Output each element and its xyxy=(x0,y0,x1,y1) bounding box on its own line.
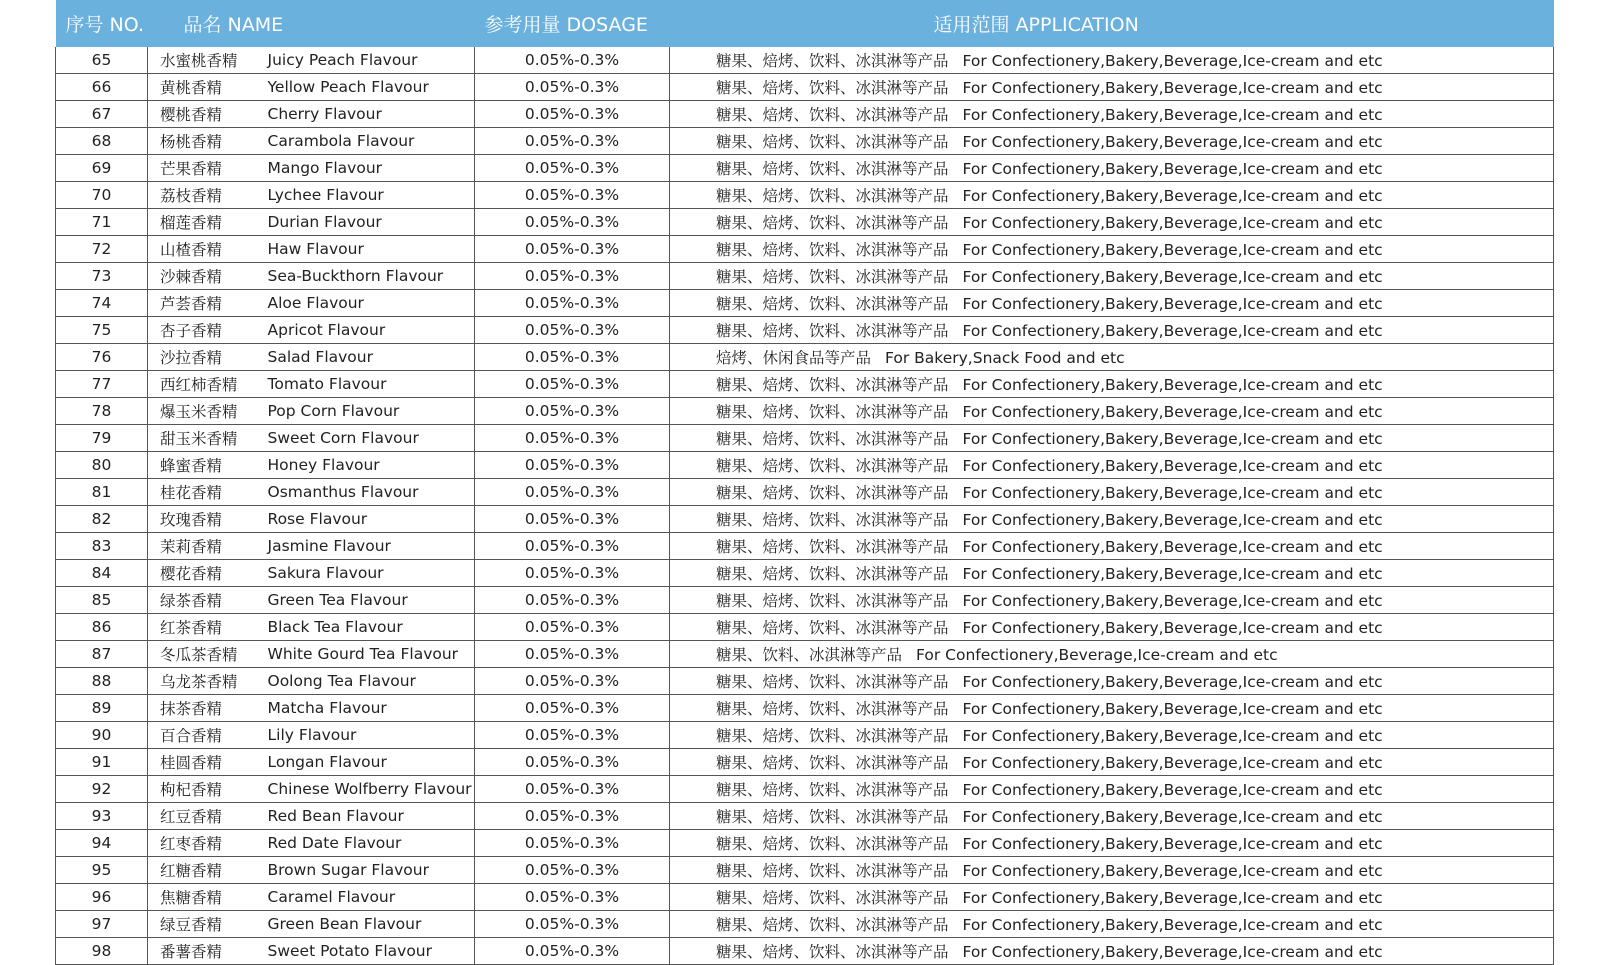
row-application xyxy=(670,722,1554,749)
row-name-cn: 水蜜桃香精 xyxy=(148,47,264,74)
row-application xyxy=(670,209,1554,236)
table-row xyxy=(56,47,1554,74)
row-application-cn: 糖果、焙烤、饮料、冰淇淋等产品 xyxy=(716,862,949,880)
row-application-en: For Confectionery,Bakery,Beverage,Ice-cream and etc xyxy=(962,619,1383,637)
row-name-cn: 红枣香精 xyxy=(148,830,264,857)
table-row xyxy=(56,560,1554,587)
row-application xyxy=(670,317,1554,344)
row-name-cn: 红豆香精 xyxy=(148,803,264,830)
row-name-en: Oolong Tea Flavour xyxy=(264,668,475,695)
row-name-en: Rose Flavour xyxy=(264,506,475,533)
row-name-cn: 百合香精 xyxy=(148,722,264,749)
row-application-en: For Confectionery,Bakery,Beverage,Ice-cream and etc xyxy=(962,943,1383,961)
row-application xyxy=(670,857,1554,884)
row-name-cn: 枸杞香精 xyxy=(148,776,264,803)
row-name-cn: 荔枝香精 xyxy=(148,182,264,209)
row-application xyxy=(670,911,1554,938)
table-row xyxy=(56,452,1554,479)
row-application-cn: 糖果、焙烤、饮料、冰淇淋等产品 xyxy=(716,457,949,475)
row-no: 90 xyxy=(56,722,148,749)
row-name-en: Chinese Wolfberry Flavour xyxy=(264,776,475,803)
flavour-table xyxy=(55,0,1554,965)
row-application-cn: 糖果、焙烤、饮料、冰淇淋等产品 xyxy=(716,106,949,124)
row-dosage: 0.05%-0.3% xyxy=(475,263,670,290)
row-no: 83 xyxy=(56,533,148,560)
row-application xyxy=(670,938,1554,965)
row-application xyxy=(670,560,1554,587)
row-application-cn: 糖果、焙烤、饮料、冰淇淋等产品 xyxy=(716,727,949,745)
row-application xyxy=(670,371,1554,398)
row-application-en: For Confectionery,Bakery,Beverage,Ice-cream and etc xyxy=(962,376,1383,394)
row-name-en: Sea-Buckthorn Flavour xyxy=(264,263,475,290)
row-name-en: Salad Flavour xyxy=(264,344,475,371)
row-dosage: 0.05%-0.3% xyxy=(475,209,670,236)
row-dosage: 0.05%-0.3% xyxy=(475,182,670,209)
row-name-cn: 杏子香精 xyxy=(148,317,264,344)
row-name-en: Red Bean Flavour xyxy=(264,803,475,830)
row-dosage: 0.05%-0.3% xyxy=(475,371,670,398)
row-name-en: Jasmine Flavour xyxy=(264,533,475,560)
row-dosage: 0.05%-0.3% xyxy=(475,317,670,344)
row-dosage: 0.05%-0.3% xyxy=(475,290,670,317)
row-application-cn: 糖果、焙烤、饮料、冰淇淋等产品 xyxy=(716,592,949,610)
row-application-cn: 糖果、焙烤、饮料、冰淇淋等产品 xyxy=(716,781,949,799)
row-name-en: Caramel Flavour xyxy=(264,884,475,911)
row-application-cn: 糖果、焙烤、饮料、冰淇淋等产品 xyxy=(716,376,949,394)
row-no: 89 xyxy=(56,695,148,722)
row-application-cn: 糖果、焙烤、饮料、冰淇淋等产品 xyxy=(716,889,949,907)
row-dosage: 0.05%-0.3% xyxy=(475,911,670,938)
table-row xyxy=(56,614,1554,641)
row-name-cn: 黄桃香精 xyxy=(148,74,264,101)
row-application-en: For Confectionery,Bakery,Beverage,Ice-cream and etc xyxy=(962,160,1383,178)
row-name-en: Yellow Peach Flavour xyxy=(264,74,475,101)
header-application: 适用范围 APPLICATION xyxy=(933,14,1139,36)
row-dosage: 0.05%-0.3% xyxy=(475,47,670,74)
row-application-cn: 糖果、焙烤、饮料、冰淇淋等产品 xyxy=(716,484,949,502)
row-application xyxy=(670,506,1554,533)
row-name-cn: 榴莲香精 xyxy=(148,209,264,236)
row-no: 73 xyxy=(56,263,148,290)
row-application-en: For Confectionery,Bakery,Beverage,Ice-cream and etc xyxy=(962,754,1383,772)
row-name-cn: 杨桃香精 xyxy=(148,128,264,155)
row-no: 86 xyxy=(56,614,148,641)
row-name-cn: 沙棘香精 xyxy=(148,263,264,290)
row-application-cn: 糖果、焙烤、饮料、冰淇淋等产品 xyxy=(716,916,949,934)
row-no: 77 xyxy=(56,371,148,398)
row-application xyxy=(670,803,1554,830)
table-row xyxy=(56,911,1554,938)
row-no: 71 xyxy=(56,209,148,236)
table-row xyxy=(56,263,1554,290)
table-row xyxy=(56,371,1554,398)
row-application-en: For Confectionery,Bakery,Beverage,Ice-cream and etc xyxy=(962,322,1383,340)
row-application xyxy=(670,533,1554,560)
table-row xyxy=(56,938,1554,965)
row-application-en: For Confectionery,Beverage,Ice-cream and etc xyxy=(916,646,1278,664)
row-application-cn: 糖果、焙烤、饮料、冰淇淋等产品 xyxy=(716,403,949,421)
table-row xyxy=(56,776,1554,803)
row-dosage: 0.05%-0.3% xyxy=(475,344,670,371)
row-application-cn: 糖果、焙烤、饮料、冰淇淋等产品 xyxy=(716,619,949,637)
row-no: 75 xyxy=(56,317,148,344)
row-name-en: Juicy Peach Flavour xyxy=(264,47,475,74)
table-row xyxy=(56,398,1554,425)
row-name-en: Brown Sugar Flavour xyxy=(264,857,475,884)
row-name-cn: 山楂香精 xyxy=(148,236,264,263)
row-dosage: 0.05%-0.3% xyxy=(475,452,670,479)
row-no: 95 xyxy=(56,857,148,884)
row-no: 97 xyxy=(56,911,148,938)
row-application xyxy=(670,587,1554,614)
table-row xyxy=(56,587,1554,614)
row-application-en: For Confectionery,Bakery,Beverage,Ice-cream and etc xyxy=(962,511,1383,529)
row-name-en: Mango Flavour xyxy=(264,155,475,182)
table-row xyxy=(56,830,1554,857)
row-name-en: Honey Flavour xyxy=(264,452,475,479)
row-name-cn: 乌龙茶香精 xyxy=(148,668,264,695)
row-name-cn: 红茶香精 xyxy=(148,614,264,641)
row-application-cn: 糖果、焙烤、饮料、冰淇淋等产品 xyxy=(716,322,949,340)
row-dosage: 0.05%-0.3% xyxy=(475,425,670,452)
row-name-en: Aloe Flavour xyxy=(264,290,475,317)
row-application-en: For Bakery,Snack Food and etc xyxy=(885,349,1125,367)
row-dosage: 0.05%-0.3% xyxy=(475,236,670,263)
row-application xyxy=(670,695,1554,722)
table-row xyxy=(56,479,1554,506)
row-application-cn: 糖果、焙烤、饮料、冰淇淋等产品 xyxy=(716,241,949,259)
row-no: 74 xyxy=(56,290,148,317)
row-dosage: 0.05%-0.3% xyxy=(475,803,670,830)
table-row xyxy=(56,803,1554,830)
row-no: 98 xyxy=(56,938,148,965)
row-name-cn: 芒果香精 xyxy=(148,155,264,182)
table-row xyxy=(56,101,1554,128)
row-application-en: For Confectionery,Bakery,Beverage,Ice-cream and etc xyxy=(962,79,1383,97)
row-name-en: Pop Corn Flavour xyxy=(264,398,475,425)
row-name-cn: 冬瓜茶香精 xyxy=(148,641,264,668)
row-dosage: 0.05%-0.3% xyxy=(475,533,670,560)
row-name-en: Longan Flavour xyxy=(264,749,475,776)
row-application-en: For Confectionery,Bakery,Beverage,Ice-cream and etc xyxy=(962,430,1383,448)
row-name-en: Sakura Flavour xyxy=(264,560,475,587)
table-row xyxy=(56,317,1554,344)
row-application-cn: 糖果、焙烤、饮料、冰淇淋等产品 xyxy=(716,943,949,961)
row-no: 76 xyxy=(56,344,148,371)
row-name-en: Black Tea Flavour xyxy=(264,614,475,641)
row-name-en: Green Tea Flavour xyxy=(264,587,475,614)
table-row xyxy=(56,884,1554,911)
row-application xyxy=(670,479,1554,506)
row-application xyxy=(670,263,1554,290)
row-name-cn: 茉莉香精 xyxy=(148,533,264,560)
row-dosage: 0.05%-0.3% xyxy=(475,128,670,155)
table-row xyxy=(56,533,1554,560)
table-row xyxy=(56,749,1554,776)
row-application-cn: 糖果、焙烤、饮料、冰淇淋等产品 xyxy=(716,187,949,205)
row-application-cn: 糖果、焙烤、饮料、冰淇淋等产品 xyxy=(716,160,949,178)
row-application xyxy=(670,425,1554,452)
row-application xyxy=(670,398,1554,425)
table-row xyxy=(56,722,1554,749)
row-application-cn: 糖果、焙烤、饮料、冰淇淋等产品 xyxy=(716,673,949,691)
table-row xyxy=(56,695,1554,722)
row-application-en: For Confectionery,Bakery,Beverage,Ice-cream and etc xyxy=(962,565,1383,583)
row-application-en: For Confectionery,Bakery,Beverage,Ice-cream and etc xyxy=(962,214,1383,232)
row-no: 92 xyxy=(56,776,148,803)
row-name-en: White Gourd Tea Flavour xyxy=(264,641,475,668)
row-name-en: Cherry Flavour xyxy=(264,101,475,128)
row-application-en: For Confectionery,Bakery,Beverage,Ice-cream and etc xyxy=(962,862,1383,880)
row-no: 93 xyxy=(56,803,148,830)
row-application-en: For Confectionery,Bakery,Beverage,Ice-cream and etc xyxy=(962,484,1383,502)
row-application xyxy=(670,128,1554,155)
row-no: 68 xyxy=(56,128,148,155)
table-row xyxy=(56,857,1554,884)
row-name-en: Apricot Flavour xyxy=(264,317,475,344)
row-application xyxy=(670,776,1554,803)
row-dosage: 0.05%-0.3% xyxy=(475,884,670,911)
row-name-cn: 抹茶香精 xyxy=(148,695,264,722)
header-dosage: 参考用量 DOSAGE xyxy=(484,14,648,36)
row-no: 67 xyxy=(56,101,148,128)
table-row xyxy=(56,128,1554,155)
row-name-en: Tomato Flavour xyxy=(264,371,475,398)
row-dosage: 0.05%-0.3% xyxy=(475,614,670,641)
row-application-en: For Confectionery,Bakery,Beverage,Ice-cream and etc xyxy=(962,538,1383,556)
row-name-en: Sweet Corn Flavour xyxy=(264,425,475,452)
row-application xyxy=(670,884,1554,911)
row-application-cn: 糖果、焙烤、饮料、冰淇淋等产品 xyxy=(716,295,949,313)
row-dosage: 0.05%-0.3% xyxy=(475,776,670,803)
table-row xyxy=(56,182,1554,209)
row-application-cn: 糖果、焙烤、饮料、冰淇淋等产品 xyxy=(716,700,949,718)
row-name-en: Red Date Flavour xyxy=(264,830,475,857)
row-name-cn: 红糖香精 xyxy=(148,857,264,884)
row-application-en: For Confectionery,Bakery,Beverage,Ice-cream and etc xyxy=(962,889,1383,907)
header-no: 序号 NO. xyxy=(65,14,144,36)
row-no: 81 xyxy=(56,479,148,506)
row-name-cn: 玫瑰香精 xyxy=(148,506,264,533)
row-dosage: 0.05%-0.3% xyxy=(475,560,670,587)
row-application-en: For Confectionery,Bakery,Beverage,Ice-cream and etc xyxy=(962,295,1383,313)
row-dosage: 0.05%-0.3% xyxy=(475,479,670,506)
table-row xyxy=(56,506,1554,533)
row-dosage: 0.05%-0.3% xyxy=(475,506,670,533)
row-name-cn: 绿豆香精 xyxy=(148,911,264,938)
row-application xyxy=(670,614,1554,641)
table-row xyxy=(56,641,1554,668)
table-row xyxy=(56,668,1554,695)
row-dosage: 0.05%-0.3% xyxy=(475,398,670,425)
row-no: 79 xyxy=(56,425,148,452)
row-application-en: For Confectionery,Bakery,Beverage,Ice-cream and etc xyxy=(962,457,1383,475)
row-dosage: 0.05%-0.3% xyxy=(475,749,670,776)
row-dosage: 0.05%-0.3% xyxy=(475,155,670,182)
row-dosage: 0.05%-0.3% xyxy=(475,857,670,884)
row-application-cn: 糖果、焙烤、饮料、冰淇淋等产品 xyxy=(716,754,949,772)
row-application-cn: 糖果、焙烤、饮料、冰淇淋等产品 xyxy=(716,808,949,826)
header-name: 品名 NAME xyxy=(183,14,284,36)
row-dosage: 0.05%-0.3% xyxy=(475,722,670,749)
row-dosage: 0.05%-0.3% xyxy=(475,74,670,101)
row-name-cn: 焦糖香精 xyxy=(148,884,264,911)
row-application-cn: 糖果、焙烤、饮料、冰淇淋等产品 xyxy=(716,268,949,286)
row-name-cn: 蜂蜜香精 xyxy=(148,452,264,479)
row-application-cn: 糖果、焙烤、饮料、冰淇淋等产品 xyxy=(716,133,949,151)
row-application xyxy=(670,155,1554,182)
row-application xyxy=(670,668,1554,695)
row-no: 72 xyxy=(56,236,148,263)
row-name-en: Green Bean Flavour xyxy=(264,911,475,938)
row-no: 94 xyxy=(56,830,148,857)
row-application-en: For Confectionery,Bakery,Beverage,Ice-cream and etc xyxy=(962,673,1383,691)
row-no: 96 xyxy=(56,884,148,911)
row-no: 85 xyxy=(56,587,148,614)
row-name-cn: 沙拉香精 xyxy=(148,344,264,371)
row-application xyxy=(670,101,1554,128)
row-name-en: Carambola Flavour xyxy=(264,128,475,155)
row-name-cn: 樱桃香精 xyxy=(148,101,264,128)
table-header-row xyxy=(56,0,1554,47)
row-name-cn: 桂花香精 xyxy=(148,479,264,506)
row-no: 84 xyxy=(56,560,148,587)
row-name-en: Sweet Potato Flavour xyxy=(264,938,475,965)
row-application xyxy=(670,182,1554,209)
row-name-cn: 绿茶香精 xyxy=(148,587,264,614)
row-application xyxy=(670,452,1554,479)
row-application-en: For Confectionery,Bakery,Beverage,Ice-cream and etc xyxy=(962,781,1383,799)
row-no: 78 xyxy=(56,398,148,425)
row-no: 91 xyxy=(56,749,148,776)
table-row xyxy=(56,290,1554,317)
row-dosage: 0.05%-0.3% xyxy=(475,101,670,128)
row-name-en: Durian Flavour xyxy=(264,209,475,236)
row-application-cn: 糖果、焙烤、饮料、冰淇淋等产品 xyxy=(716,430,949,448)
row-no: 65 xyxy=(56,47,148,74)
row-application-en: For Confectionery,Bakery,Beverage,Ice-cream and etc xyxy=(962,808,1383,826)
row-no: 70 xyxy=(56,182,148,209)
row-name-cn: 芦荟香精 xyxy=(148,290,264,317)
table-body xyxy=(56,47,1554,965)
row-name-en: Haw Flavour xyxy=(264,236,475,263)
row-application-en: For Confectionery,Bakery,Beverage,Ice-cream and etc xyxy=(962,52,1383,70)
row-name-cn: 桂圆香精 xyxy=(148,749,264,776)
row-application-en: For Confectionery,Bakery,Beverage,Ice-cream and etc xyxy=(962,187,1383,205)
row-application-en: For Confectionery,Bakery,Beverage,Ice-cream and etc xyxy=(962,916,1383,934)
row-application xyxy=(670,344,1554,371)
row-application xyxy=(670,830,1554,857)
row-application-cn: 糖果、焙烤、饮料、冰淇淋等产品 xyxy=(716,52,949,70)
row-application-cn: 糖果、焙烤、饮料、冰淇淋等产品 xyxy=(716,214,949,232)
row-application-en: For Confectionery,Bakery,Beverage,Ice-cream and etc xyxy=(962,727,1383,745)
row-application-cn: 糖果、焙烤、饮料、冰淇淋等产品 xyxy=(716,79,949,97)
table-row xyxy=(56,236,1554,263)
row-name-en: Osmanthus Flavour xyxy=(264,479,475,506)
table-row xyxy=(56,344,1554,371)
row-name-en: Matcha Flavour xyxy=(264,695,475,722)
row-application-en: For Confectionery,Bakery,Beverage,Ice-cream and etc xyxy=(962,268,1383,286)
row-name-cn: 爆玉米香精 xyxy=(148,398,264,425)
row-application-cn: 焙烤、休闲食品等产品 xyxy=(716,349,872,367)
row-application-cn: 糖果、焙烤、饮料、冰淇淋等产品 xyxy=(716,511,949,529)
table-row xyxy=(56,425,1554,452)
row-name-en: Lychee Flavour xyxy=(264,182,475,209)
row-name-cn: 樱花香精 xyxy=(148,560,264,587)
row-name-cn: 甜玉米香精 xyxy=(148,425,264,452)
row-application-en: For Confectionery,Bakery,Beverage,Ice-cream and etc xyxy=(962,700,1383,718)
table-row xyxy=(56,155,1554,182)
row-no: 88 xyxy=(56,668,148,695)
row-no: 69 xyxy=(56,155,148,182)
row-application xyxy=(670,47,1554,74)
row-dosage: 0.05%-0.3% xyxy=(475,587,670,614)
row-application xyxy=(670,236,1554,263)
table-row xyxy=(56,209,1554,236)
row-no: 66 xyxy=(56,74,148,101)
row-application-cn: 糖果、焙烤、饮料、冰淇淋等产品 xyxy=(716,565,949,583)
row-no: 87 xyxy=(56,641,148,668)
row-dosage: 0.05%-0.3% xyxy=(475,830,670,857)
row-application-en: For Confectionery,Bakery,Beverage,Ice-cream and etc xyxy=(962,835,1383,853)
row-application-cn: 糖果、焙烤、饮料、冰淇淋等产品 xyxy=(716,835,949,853)
row-dosage: 0.05%-0.3% xyxy=(475,668,670,695)
row-application-en: For Confectionery,Bakery,Beverage,Ice-cream and etc xyxy=(962,403,1383,421)
row-application-en: For Confectionery,Bakery,Beverage,Ice-cream and etc xyxy=(962,592,1383,610)
row-application-cn: 糖果、焙烤、饮料、冰淇淋等产品 xyxy=(716,538,949,556)
row-application xyxy=(670,290,1554,317)
row-name-en: Lily Flavour xyxy=(264,722,475,749)
row-application-cn: 糖果、饮料、冰淇淋等产品 xyxy=(716,646,903,664)
row-application-en: For Confectionery,Bakery,Beverage,Ice-cream and etc xyxy=(962,133,1383,151)
row-application-en: For Confectionery,Bakery,Beverage,Ice-cream and etc xyxy=(962,106,1383,124)
row-application-en: For Confectionery,Bakery,Beverage,Ice-cream and etc xyxy=(962,241,1383,259)
row-application xyxy=(670,749,1554,776)
row-name-cn: 西红柿香精 xyxy=(148,371,264,398)
row-no: 82 xyxy=(56,506,148,533)
row-name-cn: 番薯香精 xyxy=(148,938,264,965)
row-dosage: 0.05%-0.3% xyxy=(475,641,670,668)
row-application xyxy=(670,74,1554,101)
row-application xyxy=(670,641,1554,668)
row-no: 80 xyxy=(56,452,148,479)
row-dosage: 0.05%-0.3% xyxy=(475,938,670,965)
row-dosage: 0.05%-0.3% xyxy=(475,695,670,722)
table-row xyxy=(56,74,1554,101)
